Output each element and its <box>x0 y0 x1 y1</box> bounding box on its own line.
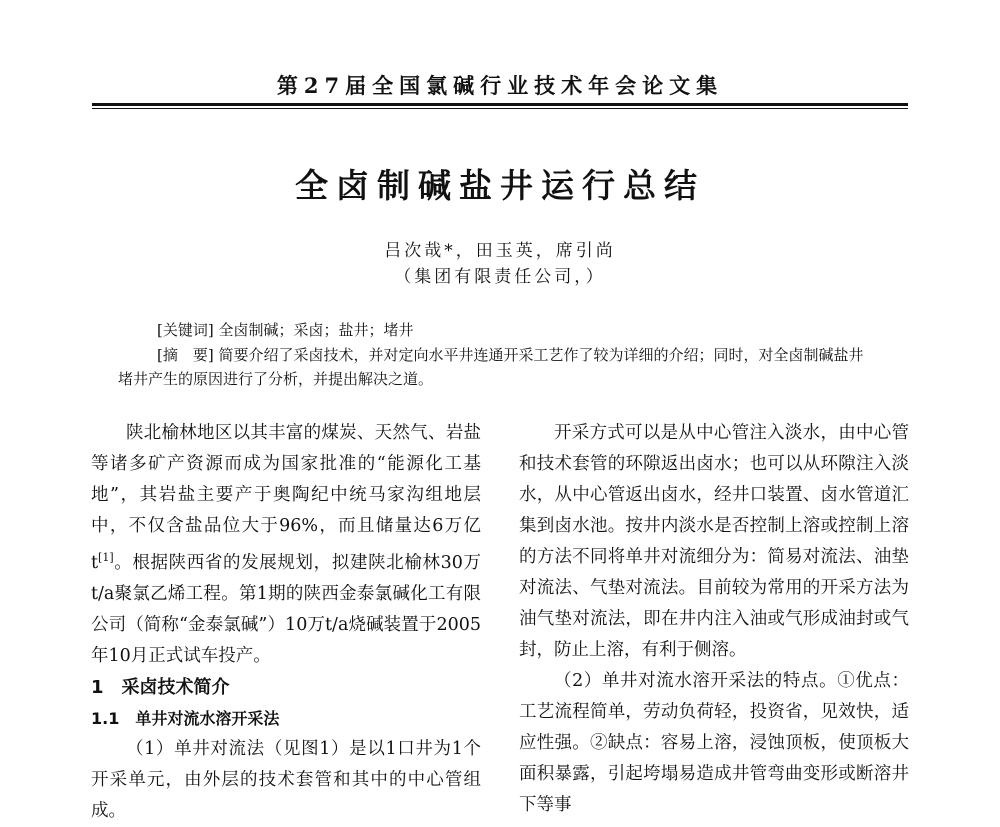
paragraph-text-b: 。根据陕西省的发展规划，拟建陕北榆林30万t/a聚氯乙烯工程。第1期的陕西金泰氯碱化工有限公司（简称“金泰氯碱”）10万t/a烧碱装置于2005年10月正式试车投产。 <box>91 552 481 666</box>
paragraph: 开采方式可以是从中心管注入淡水，由中心管和技术套管的环隙返出卤水；也可以从环隙注入淡水，从中心管返出卤水，经井口装置、卤水管道汇集到卤水池。按井内淡水是否控制上溶或控制上溶的方法不同将单井对流细分为：简易对流法、油垫对流法、气垫对流法。目前较为常用的开采方法为油气垫对流法，即在井内注入油或气形成油封或气封，防止上溶，有利于侧溶。 <box>519 423 909 660</box>
keywords-text: 全卤制碱；采卤；盐井；堵井 <box>218 321 414 339</box>
paragraph: （1）单井对流法（见图1）是以1口井为1个开采单元，由外层的技术套管和其中的中心管组成。 <box>91 738 481 821</box>
paragraph: （2）单井对流水溶开采法的特点。①优点：工艺流程简单，劳动负荷轻，投资省，见效快，适应性强。②缺点：容易上溶，浸蚀顶板，使顶板大面积暴露，引起垮塌易造成井管弯曲变形或断溶井下等事 <box>519 671 909 815</box>
citation-ref: [1] <box>98 551 114 564</box>
abstract-label: [摘 要] <box>157 346 214 364</box>
abstract-line-1 <box>157 343 907 367</box>
paragraph-text-a: 陕北榆林地区以其丰富的煤炭、天然气、岩盐等诸多矿产资源而成为国家批准的“能源化工基地”，其岩盐主要产于奥陶纪中统马家沟组地层中，不仅含盐品位大于96%，而且储量达6万亿t <box>91 423 481 573</box>
column-left <box>91 418 481 827</box>
running-title: 第27届全国氯碱行业技术年会论文集 <box>276 73 724 98</box>
article-title: 全卤制碱盐井运行总结 <box>295 166 705 205</box>
abstract-text-1: 简要介绍了采卤技术，并对定向水平井连通开采工艺作了较为详细的介绍；同时，对全卤制碱盐井 <box>218 346 864 364</box>
paragraph <box>91 418 481 672</box>
section-heading: 1 采卤技术简介 <box>91 676 230 698</box>
subsection-heading: 1.1 单井对流水溶开采法 <box>91 708 280 728</box>
abstract-line-2: 堵井产生的原因进行了分析，并提出解决之道。 <box>118 370 434 388</box>
keywords-label: [关键词] <box>157 321 214 339</box>
authors: 吕次哉*，田玉英，席引尚 <box>384 241 616 261</box>
affiliation: （集团有限责任公司，） <box>394 267 606 287</box>
column-right <box>519 418 909 821</box>
keywords-line <box>157 318 957 342</box>
header-rule <box>92 103 908 109</box>
